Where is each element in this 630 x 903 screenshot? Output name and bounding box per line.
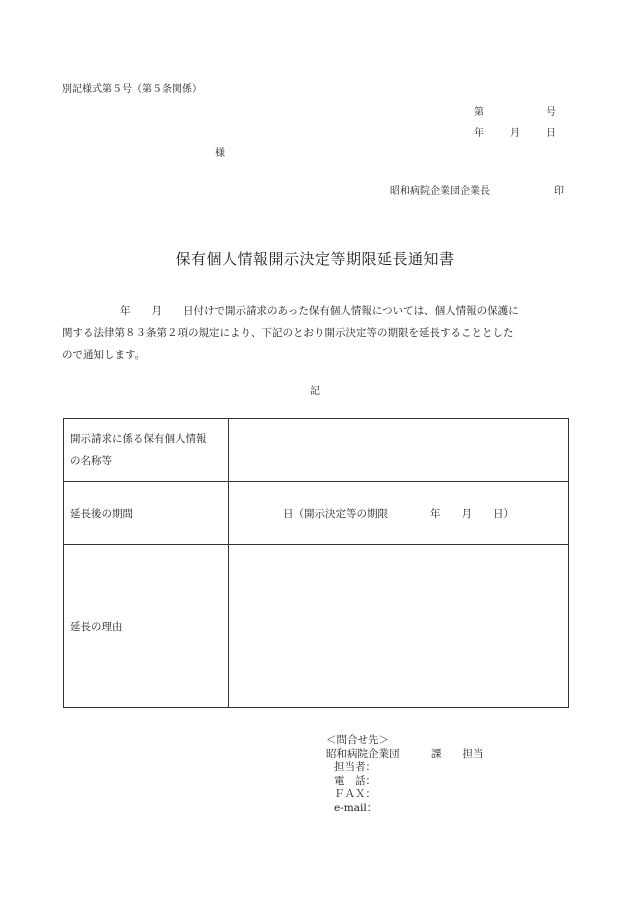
date-day-label: 日 [546, 128, 556, 139]
personal-info-name-label [64, 419, 229, 482]
extension-details-table [63, 418, 569, 708]
contact-heading: ＜問合せ先＞ [326, 734, 389, 746]
extension-reason-value [229, 545, 569, 708]
addressee-suffix: 様 [215, 148, 225, 159]
personal-info-name-value [229, 419, 569, 482]
notice-body-line-2: 関する法律第８３条第２項の規定により、下記のとおり開示決定等の期限を延長することとした [62, 327, 514, 339]
extended-period-value: 日（開示決定等の期限 年 月 日） [229, 482, 569, 545]
contact-organization: 昭和病院企業団 課 担当 [326, 747, 484, 760]
table-row [64, 419, 569, 482]
contact-email-label: e-mail： [334, 801, 378, 814]
document-number-suffix: 号 [546, 107, 556, 118]
notice-body [62, 300, 570, 366]
personal-info-name-label-line-1: 開示請求に係る保有個人情報 [70, 433, 207, 445]
personal-info-name-label-line-2: の名称等 [70, 455, 112, 467]
extension-reason-label: 延長の理由 [64, 545, 229, 708]
contact-phone-label: 電 話： [334, 774, 376, 787]
contact-fax-label: ＦＡＸ： [334, 788, 376, 800]
contact-block [326, 734, 484, 815]
form-number: 別記様式第５号（第５条関係） [62, 84, 202, 95]
notice-body-line-3: ので通知します。 [62, 349, 146, 361]
table-row [64, 482, 569, 545]
seal-mark: 印 [554, 186, 564, 197]
date-year-label: 年 [474, 128, 484, 139]
extended-period-label: 延長後の期間 [64, 482, 229, 545]
contact-person-label: 担当者： [334, 761, 376, 773]
document-number-label: 第 [474, 107, 484, 118]
ki-heading: 記 [310, 386, 320, 397]
table-row [64, 545, 569, 708]
document-title: 保有個人情報開示決定等期限延長通知書 [175, 250, 455, 268]
issuer-name: 昭和病院企業団企業長 [390, 186, 490, 197]
date-month-label: 月 [510, 128, 520, 139]
notice-body-line-1: 年 月 日付けで開示請求のあった保有個人情報については、個人情報の保護に [120, 305, 519, 317]
